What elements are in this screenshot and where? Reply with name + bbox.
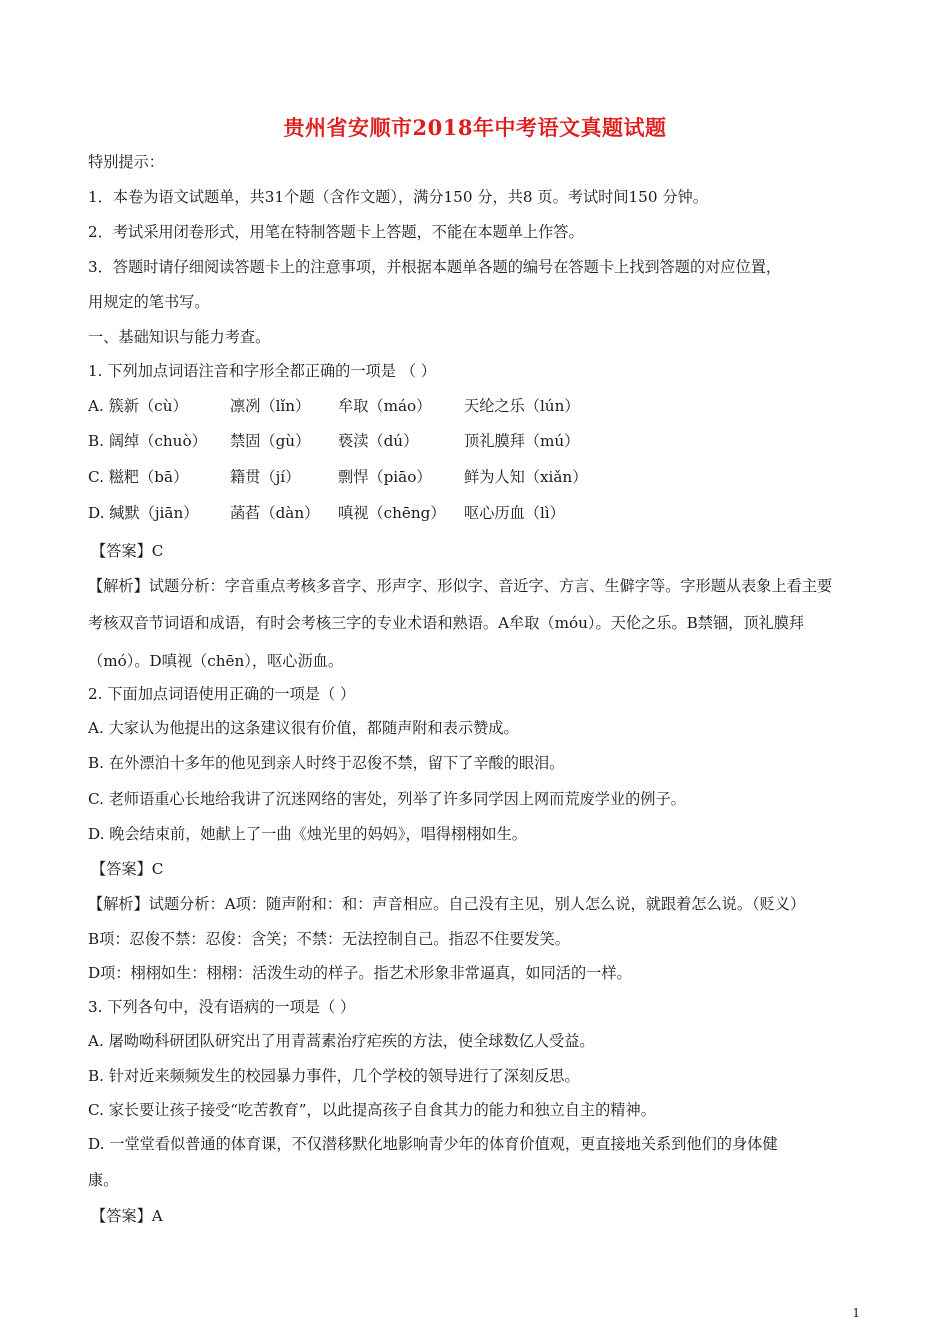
q1-option-word: 呕心历血（lì） (464, 504, 565, 522)
q1-option-word: 鲜为人知（xiǎn） (464, 468, 588, 486)
analysis-line: B项：忍俊不禁：忍俊：含笑；不禁：无法控制自己。指忍不住要发笑。 (88, 930, 570, 948)
q1-option-word: 牟取（máo） (338, 397, 432, 415)
q1-option-word: 籍贯（jí） (230, 468, 301, 486)
question-stem: 1. 下列加点词语注音和字形全都正确的一项是 （ ） (88, 362, 436, 380)
notice-item: 1．本卷为语文试题单，共31个题（含作文题），满分150 分，共8 页。考试时间150 分钟。 (88, 188, 708, 206)
q2-option: C. 老师语重心长地给我讲了沉迷网络的害处，列举了许多同学因上网而荒废学业的例子。 (88, 790, 686, 808)
q1-option-word: 顶礼膜拜（mú） (464, 432, 580, 450)
q1-option-word: 剽悍（piāo） (338, 468, 432, 486)
answer-label: 【答案】C (91, 860, 164, 878)
q3-option: 康。 (88, 1171, 119, 1189)
q1-option-word: 凛冽（lǐn） (230, 397, 311, 415)
q3-option: C. 家长要让孩子接受“吃苦教育”，以此提高孩子自食其力的能力和独立自主的精神。 (88, 1101, 656, 1119)
q3-option: A. 屠呦呦科研团队研究出了用青蒿素治疗疟疾的方法，使全球数亿人受益。 (88, 1032, 595, 1050)
analysis-line: （mó）。D嗔视（chēn），呕心沥血。 (88, 652, 344, 670)
analysis-line: 【解析】试题分析：A项：随声附和：和：声音相应。自己没有主见，别人怎么说，就跟着怎么说。（贬义） (88, 895, 806, 913)
q2-option: A. 大家认为他提出的这条建议很有价值，都随声附和表示赞成。 (88, 719, 519, 737)
notice-item: 3．答题时请仔细阅读答题卡上的注意事项，并根据本题单各题的编号在答题卡上找到答题的对应位置， (88, 258, 782, 276)
q3-option: D. 一堂堂看似普通的体育课，不仅潜移默化地影响青少年的体育价值观，更直接地关系到他们的身体健 (88, 1135, 778, 1153)
q2-option: B. 在外漂泊十多年的他见到亲人时终于忍俊不禁，留下了辛酸的眼泪。 (88, 754, 565, 772)
page-number: 1 (852, 1306, 860, 1320)
q3-option: B. 针对近来频频发生的校园暴力事件，几个学校的领导进行了深刻反思。 (88, 1067, 580, 1085)
q1-option-word: 亵渎（dú） (338, 432, 419, 450)
q1-option-b: B. 阔绰（chuò） (88, 432, 207, 450)
notice-item: 2．考试采用闭卷形式，用笔在特制答题卡上答题，不能在本题单上作答。 (88, 223, 584, 241)
q1-option-c: C. 糍粑（bā） (88, 468, 189, 486)
analysis-line: D项：栩栩如生：栩栩：活泼生动的样子。指艺术形象非常逼真，如同活的一样。 (88, 964, 632, 982)
notice-heading: 特别提示： (88, 153, 164, 171)
q1-option-word: 天纶之乐（lún） (464, 397, 580, 415)
q1-option-word: 禁固（gù） (230, 432, 311, 450)
q1-option-a: A. 簇新（cù） (88, 397, 188, 415)
section-heading: 一、基础知识与能力考查。 (88, 328, 271, 346)
analysis-line: 考核双音节词语和成语，有时会考核三字的专业术语和熟语。A牟取（móu）。天伦之乐。B禁锢，顶礼膜拜 (88, 614, 805, 632)
q1-option-word: 嗔视（chēng） (338, 504, 446, 522)
answer-label: 【答案】C (91, 542, 164, 560)
q1-option-d: D. 缄默（jiān） (88, 504, 199, 522)
q2-option: D. 晚会结束前，她献上了一曲《烛光里的妈妈》，唱得栩栩如生。 (88, 825, 527, 843)
notice-item: 用规定的笔书写。 (88, 293, 210, 311)
analysis-line: 【解析】试题分析：字音重点考核多音字、形声字、形似字、音近字、方言、生僻字等。字形题从表象上看主要 (88, 577, 833, 595)
q1-option-word: 菡萏（dàn） (230, 504, 320, 522)
question-stem: 3. 下列各句中，没有语病的一项是（ ） (88, 998, 356, 1016)
answer-label: 【答案】A (91, 1207, 163, 1225)
question-stem: 2. 下面加点词语使用正确的一项是（ ） (88, 685, 356, 703)
page-title: 贵州省安顺市2018年中考语文真题试题 (283, 115, 667, 140)
